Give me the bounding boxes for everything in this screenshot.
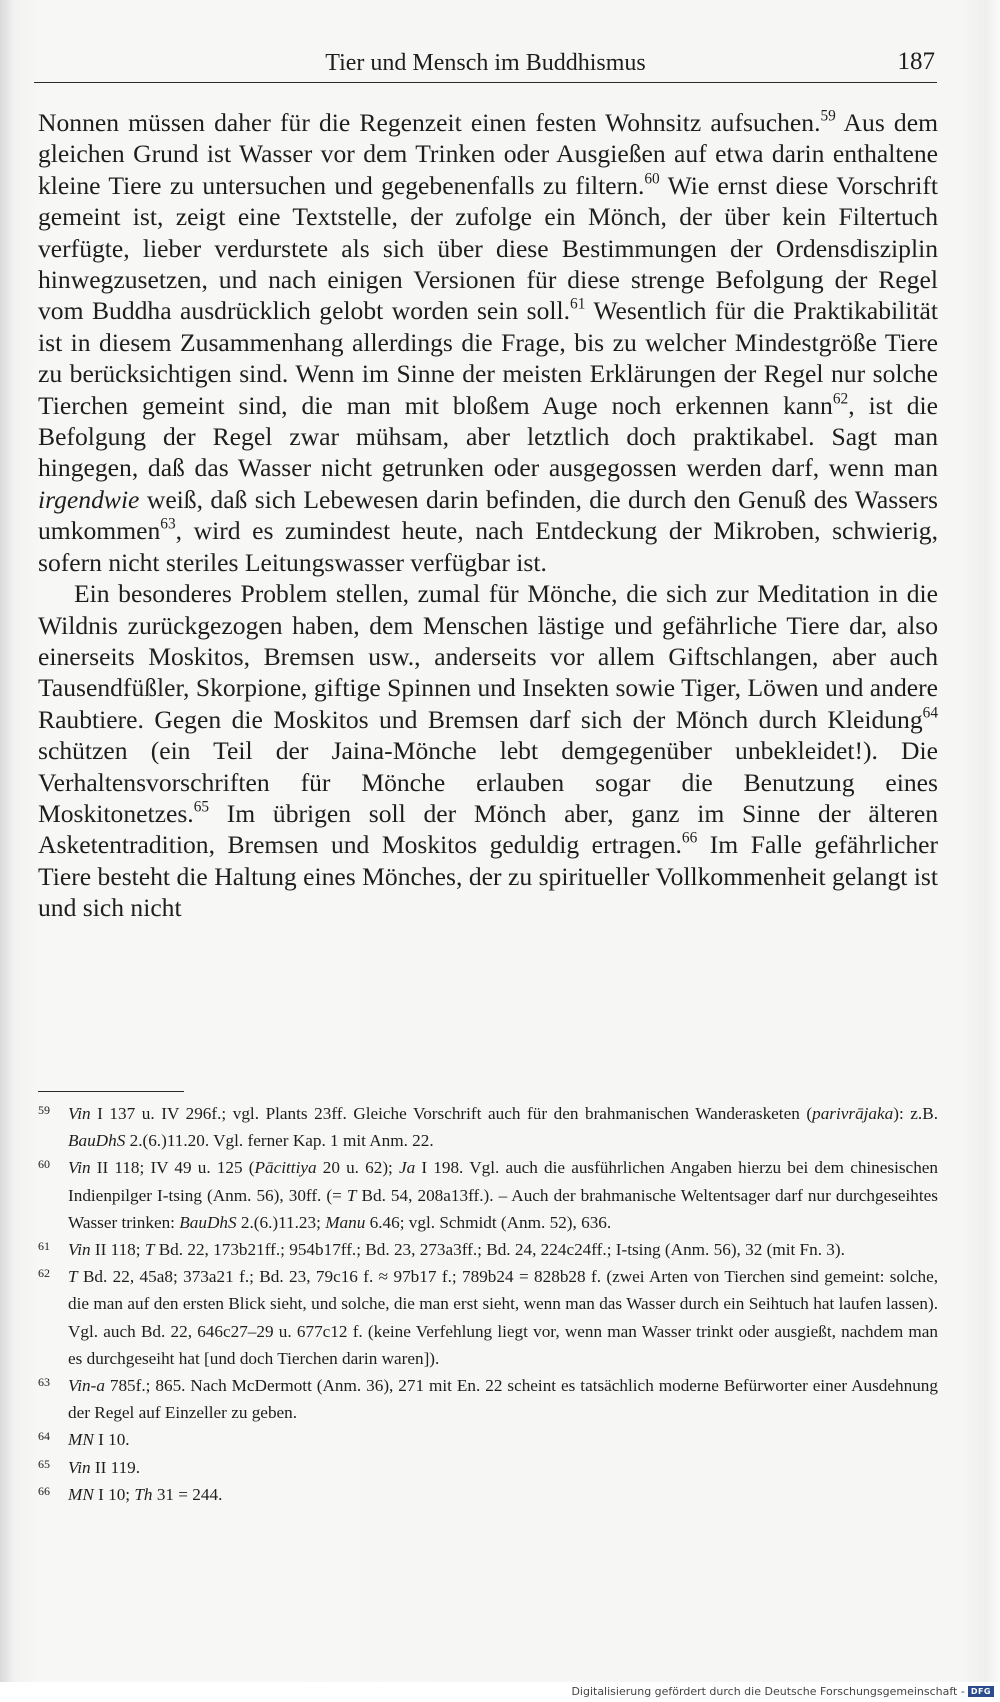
text-run: 2.(6.)11.23;: [236, 1212, 326, 1232]
text-run: Wesentlich für die Praktikabilität ist in diesem Zusammenhang allerdings die Frage, bis zu welcher Mindestgröße Tiere zu berücksichtigen sind. Wenn im Sinne der meisten Erklärungen der Regel nur solche Tierchen gemeint sind, die man mit bloßem Auge noch erkennen kann: [38, 296, 938, 420]
text-run: Im übrigen soll der Mönch aber, ganz im Sinne der älteren Asketentradition, Bremsen und Moskitos geduldig ertragen.: [38, 798, 938, 860]
text-run: Aus dem gleichen Grund ist Wasser vor dem Trinken oder Ausgießen auf etwa darin enthaltene kleine Tiere zu untersuchen und gegebenenfalls zu filtern.: [38, 108, 938, 200]
footnote-number: 66: [38, 1483, 50, 1498]
text-run: I 137 u. IV 296f.; vgl. Plants 23ff. Gleiche Vorschrift auch für den brahmanischen Wanderasketen (: [90, 1104, 813, 1123]
text-run: Nonnen müssen daher für die Regenzeit einen festen Wohnsitz aufsuchen.: [38, 108, 821, 137]
italic-text: MN: [68, 1484, 94, 1504]
text-run: 2.(6.)11.20. Vgl. ferner Kap. 1 mit Anm. 22.: [125, 1131, 434, 1151]
footnote-reference: 62: [832, 389, 849, 407]
text-run: weiß, daß sich Lebewesen darin befinden, die durch den Genuß des Wassers umkommen: [38, 484, 938, 546]
text-run: 20 u. 62);: [316, 1158, 399, 1178]
text-run: II 118; IV 49 u. 125 (: [90, 1158, 255, 1178]
italic-text: MN: [68, 1430, 94, 1450]
text-run: Bd. 54, 208a13ff.). – Auch der brahmanische Weltentsager darf nur durchgeseihtes Wasser trinken:: [68, 1185, 938, 1232]
page-header: [34, 46, 937, 83]
text-run: , wird es zumindest heute, nach Entdeckung der Mikroben, schwierig, sofern nicht steriles Leitungswasser verfügbar ist.: [38, 516, 938, 577]
text-run: 6.46; vgl. Schmidt (Anm. 52), 636.: [365, 1212, 612, 1232]
main-text: [38, 107, 938, 924]
footnote-reference: 63: [160, 515, 176, 533]
paragraph-2: [38, 578, 938, 923]
italic-text: parivrājaka: [812, 1104, 894, 1123]
text-run: Ein besonderes Problem stellen, zumal für Mönche, die sich zur Meditation in die Wildnis zurückgezogen haben, dem Menschen lästige und gefährliche Tiere dar, also einerseits Moskitos, Bremsen usw., anderseits vor allem Giftschlangen, aber auch Tausendfüßler, Skorpione, giftige Spinnen und Insekten sowie Tiger, Löwen und andere Raubtiere. Gegen die Moskitos und Bremsen darf sich der Mönch durch Kleidung: [38, 579, 938, 734]
footnote: [38, 1372, 938, 1426]
dfg-logo-icon: DFG: [968, 1686, 994, 1697]
footnote-reference: 65: [193, 798, 210, 816]
text-run: Bd. 22, 45a8; 373a21 f.; Bd. 23, 79c16 f. ≈ 97b17 f.; 789b24 = 828b28 f. (zwei Arten von Tierchen sind gemeint: solche, die man auf den ersten Blick sieht, und solche, die man erst sieht, wenn man das Wasser durch ein Seihtuch hat laufen lassen). Vgl. auch Bd. 22, 646c27–29 u. 677c12 f. (keine Verfehlung liegt vor, wenn man Wasser trinkt oder ausgießt, nachdem man es durchgeseiht hat [und doch Tierchen darin waren]).: [68, 1267, 938, 1368]
credit-text: Digitalisierung gefördert durch die Deutsche Forschungsgemeinschaft -: [571, 1685, 965, 1698]
italic-text: BauDhS: [179, 1212, 237, 1232]
text-run: Wie ernst diese Vorschrift gemeint ist, zeigt eine Textstelle, der zufolge ein Mönch, der über kein Filtertuch verfügte, lieber verdurstete als sich über diese Bestimmungen der Ordensdisziplin hinwegzusetzen, und nach einigen Versionen für diese strenge Befolgung der Regel vom Buddha ausdrücklich gelobt worden sein soll.: [38, 170, 938, 326]
text-run: I 10.: [93, 1430, 130, 1450]
footnote-number: 61: [38, 1239, 50, 1254]
footnote-reference: 66: [681, 829, 698, 847]
text-run: ): z.B.: [893, 1104, 938, 1123]
italic-text: Ja: [398, 1158, 416, 1178]
footnote-number: 65: [38, 1456, 50, 1471]
italic-text: Manu: [325, 1212, 366, 1232]
italic-text: Vin: [68, 1158, 91, 1178]
running-title: Tier und Mensch im Buddhismus: [325, 50, 646, 76]
italic-text: Vin-a: [68, 1376, 105, 1396]
italic-text: T: [346, 1185, 357, 1205]
footnote: [38, 1454, 938, 1481]
italic-text: Pācittiya: [254, 1158, 317, 1178]
text-run: 31 = 244.: [152, 1484, 223, 1504]
footnote: [38, 1263, 938, 1372]
footnote: [38, 1154, 938, 1236]
italic-text: Vin: [68, 1104, 91, 1123]
footnote: [38, 1100, 938, 1154]
text-run: II 118;: [90, 1240, 145, 1260]
text-run: Bd. 22, 173b21ff.; 954b17ff.; Bd. 23, 273a3ff.; Bd. 24, 224c24ff.; I-tsing (Anm. 56), 32 (mit Fn. 3).: [154, 1240, 845, 1260]
text-run: II 119.: [90, 1457, 141, 1477]
footnote-reference: 61: [570, 295, 586, 313]
italic-text: irgendwie: [38, 484, 140, 514]
italic-text: Th: [134, 1484, 153, 1504]
italic-text: T: [68, 1267, 78, 1287]
footnote: [38, 1481, 938, 1508]
footnote-number: 62: [38, 1266, 50, 1281]
text-run: schützen (ein Teil der Jaina-Mönche lebt demgegenüber unbekleidet!). Die Verhaltensvorschriften für Mönche erlauben sogar die Benutzung eines Moskitonetzes.: [38, 736, 938, 828]
digitization-credit: [571, 1685, 994, 1698]
italic-text: BauDhS: [68, 1131, 126, 1151]
footnotes: [38, 1100, 938, 1508]
text-run: I 10;: [93, 1484, 135, 1504]
page-number: 187: [897, 48, 935, 75]
italic-text: T: [144, 1240, 155, 1260]
footnote-separator: [38, 1091, 184, 1092]
footnote-reference: 59: [820, 107, 836, 125]
footnote-number: 59: [38, 1103, 50, 1117]
text-run: 785f.; 865. Nach McDermott (Anm. 36), 271 mit En. 22 scheint es tatsächlich moderne Befürworter einer Ausdehnung der Regel auf Einzeller zu geben.: [68, 1376, 938, 1423]
paragraph-1: [38, 107, 938, 578]
footnote-number: 60: [38, 1157, 50, 1172]
italic-text: Vin: [68, 1457, 91, 1477]
footnote: [38, 1426, 938, 1453]
text-run: , ist die Befolgung der Regel zwar mühsam, aber letztlich doch praktikabel. Sagt man hingegen, daß das Wasser nicht getrunken oder ausgegossen werden darf, wenn man: [38, 390, 938, 483]
footnote: [38, 1236, 938, 1263]
footnote-number: 64: [38, 1429, 50, 1444]
footnote-number: 63: [38, 1375, 50, 1390]
italic-text: Vin: [68, 1240, 91, 1260]
footnote-reference: 60: [644, 170, 660, 188]
footnote-reference: 64: [922, 703, 938, 721]
text-run: Im Falle gefährlicher Tiere besteht die Haltung eines Mönches, der zu spiritueller Vollkommenheit gelangt ist und sich nicht: [38, 830, 938, 923]
text-run: I 198. Vgl. auch die ausführlichen Angaben hierzu bei dem chinesischen Indienpilger I-tsing (Anm. 56), 30ff. (=: [68, 1158, 939, 1205]
